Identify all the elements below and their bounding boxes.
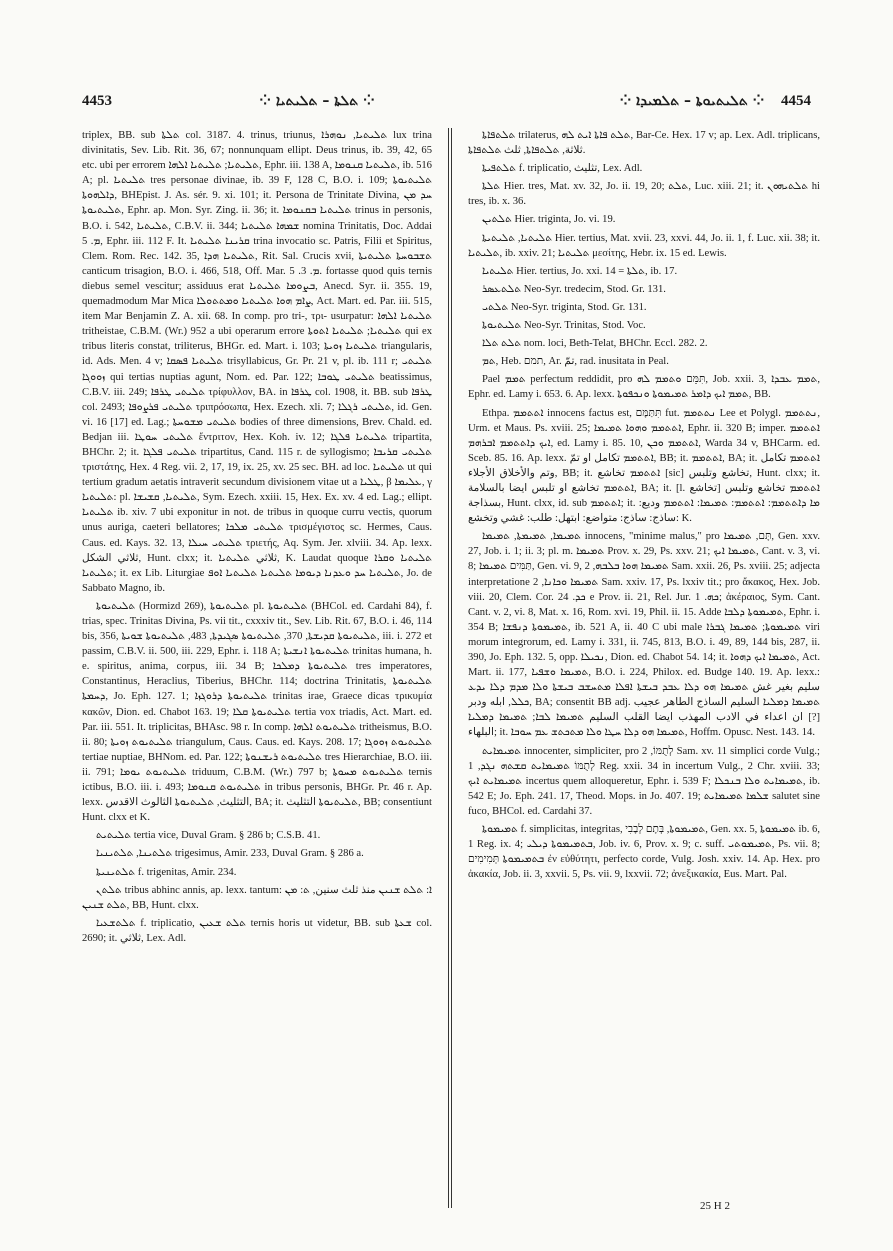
entry-paragraph: Ethpa. ܐܬܬܡܡ innocens factus est, תִּתַּמָּם fut. ܢܬܬܡܡ Lee et Polygl. ܢܬܬܡܡ, Urm. et Maus. Ps. xviii. 25; ܐܬܬܡܡ ܘܗܘܐ ܬܡܝܡܐ, Ephr. ii. 320 B; imper. ܐܬܬܡܡ ܐܝܟ ܕܐܬܬܡܡ ܐܒܪܗܡ, ed. Lamy i. 85. 10, ܐܬܬܡܡ ܘܟܢ, Warda 34 v, BHCarm. ed. Sceb. 85. 16. Ap. lexx. ܐܬܬܡܡ تكامل او تمّ, BB; it. ܐܬܬܡܡ, BA; it. ܐܬܬܡܡ تكامل وتم والأخلاق الأجلاء, BB; it. ܐܬܬܡܡ تخاشع [sic] تخاشع وتلبس, Hunt. clxx; it. ܐܬܬܡܡ تخاشع او تلبس ايضا بالسلامة, BA; it. [l. تخاشع] ܐܬܬܡܡ تخاشع وتلبس بسذاجة, Hunt. clxx, id. sub ܐܬܬܡܡ; it. ܡܐ ܕܐܬܬܡܡ: ܐܬܬܡܡ: ܬܡܝܡܐ: ܐܬܬܡܡ وديع: ساذج: ساذج: متواضع: ابتهل: طلب: غشي وتخشع: K. <box>468 407 820 525</box>
entry-paragraph: ܬܠܝܬܝܬ tertia vice, Duval Gram. § 286 b; C.S.B. 41. <box>96 830 321 842</box>
entry-paragraph: ܬܡܝܡܐܝܬ innocenter, simpliciter, pro לְתֻמּוֹ, 2 Sam. xv. 11 simplici corde Vulg.; לְתֻמּוֹ ܬܡܝܡܐܝܬ ܩܫܬܗ ܢܓܕ, 1 Reg. xxii. 34 in incertum Vulg., 2 Chr. xviii. 33; ܬܡܝܡܐܝܬ ܐܝܟ incertus quem alloqueretur, Ephr. i. 539 F; ܬܡܝܡܐܝܬ ܘܠܐ ܒܢܟܠܐ, ib. 542 E; Jo. Eph. 241. 17, Theod. Mops. in Jo. 407. 19; ܫܠܡܐ ܬܡܝܡܐܝܬ salutet sine fuco, BHCol. ed. Cardahi 37. <box>468 745 820 817</box>
entry-paragraph: ܬܠܬܝܢ Hier. triginta, Jo. vi. 19. <box>482 214 616 226</box>
left-running-head: ⁘ ܬܠܬܐ – ܬܠܝܬܝܐ ⁘ <box>259 93 375 109</box>
column-rule <box>451 128 452 1208</box>
entry-paragraph: ܬܠܝܬܝܘܬܐ (Hormizd 269), ܬܠܝܬܝܘܬܐ pl. ܬܠܝܬܝܘܬܐ (BHCol. ed. Cardahi 84), f. trias, spec. Trinitas Divina, Ps. vii tit., cxxxiv tit., Sev. Lib. Rit. 67, B.O. i. 46, 114 bis, 356, ܬܠܝܬܝܘܬܐ ܩܕܝܫܬܐ, 370, ܬܠܝܬܝܘܬܐ ܣܓܝܕܬܐ, 483, ܬܠܝܬܝܘܬܐ ܫܘܝܬܐ, iii. i. 272 et passim, C.B.V. ii. 500, iii. 229, Ephr. i. 118 A; ܬܠܝܬܝܘܬܐ ܐܢܫܝܬܐ trinitas humana, h. e. spiritus, anima, corpus, iii. 34 B; ܬܠܝܬܝܘܬܐ ܕܡܠܟܐ tres imperatores, Constantinus, Heraclius, Tiberius, BHChr. 114; doctrina Trinitatis, ܬܠܝܬܝܘܬܐ ܕܚܡܬܐ, Jo. Eph. 127. 1; ܬܠܝܬܝܘܬܐ ܕܪܘܓܙܐ trinitas irae, Graece dicas τρικυμία κακῶν, Dion. ed. Chabot 163. 19; ܬܠܝܬܝܘܬܐ ܩܠܐ tertia vox triadis, Act. Mart. ed. Par. iii. 551. It. triplicitas, BHAsc. 98 r. In comp. ܬܠܝܬܝܘܬ ܐܠܗܐ tritheismus, B.O. ii. 80; ܬܠܝܬܝܘܬ ܙܘܝܬܐ triangulum, Caus. Caus. ed. Kays. 208. 17; ܬܠܝܬܝܘܬ ܙܘܘܓܐ tertiae nuptiae, BHNom. ed. Par. 122; ܬܠܝܬܝܘܬ ܪܝܫܢܘܬܐ tres Hierarchiae, B.O. iii. ii. 791; ܬܠܝܬܝܘܬ ܝܘܡܐ triduum, C.B.M. (Wr.) 797 b; ܬܠܝܬܝܘܬ ܡܚܘܬܐ ternis ictibus, B.O. iii. i. 493; ܬܠܝܬܝܘܬ ܩܢܘܡܐ in tribus personis, BHGr. Pr. 46 r. Ap. lexx. التثليث, ܬܠܝܬܝܘܬܐ الثالوث الاقدس, BA; it. ܬܠܝܬܝܘܬܐ التثليث, BB; consentiunt Hunt. clxx et K. <box>82 600 432 824</box>
column-rule <box>448 128 449 1208</box>
entry-paragraph: ܬܡܝܡܐ, ܬܡܝܡܬܐ, ܬܡܝܡܐ innocens, "minime malus," pro תָּם, ܬܡܝܡܐ, Gen. xxv. 27, Job. i. 1; ii. 3; pl. m. ܬܡܝܡܐ Prov. x. 29, Ps. xxv. 21; ܬܡܝܡܐ ܐܝܟ, Cant. v. 3, vi. 8; תַּמִּים ܬܡܝܡܐ, Gen. vi. 9, ܬܡܝܡܐ ܗܘܐ ܒܠܒܗ, 2 Sam. xxii. 26, Ps. xviii. 25; adjecta interpretatione ܬܡܝܡܐ ܘܟܐܢܐ, 2 Sam. xxiv. 17, Ps. lxxiv tit.; pro ἄκακος, Hex. Job. viii. 20, Clem. Cor. ܟܕ. 24 e Prov. ii. 21, Rel. Jur. ܟܗ. 1; ἀκέραιος, Sym. Cant. Cant. v. 2, vi. 8, Mat. x. 16, Rom. xvi. 19, Phil. ii. 15. Adde ܬܡܝܡܘܬܐ ܕܠܒܐ, Ephr. i. 354 B; ܬܡܝܡܘܬܐ ܕܢܦܫܐ, ib. 521 A, ii. 40 C ubi male ܬܡܝܡܘܬܐ; ܬܡܝܡܐ ܓܒܪܐ viri morum integrorum, ed. Lamy i. 331, ii. 745, 813, B.O. i. 49, 89, 144 bis, 287, ii. 390, Jo. Eph. 132. 5, opp. ܢܟܝܠܐ, Dion. ed. Chabot 54. 14; it. ܬܡܝܡܐ ܐܝܟ ܕܗܘܐ, Act. Mart. ii. 177, ܬܡܝܡܐ ܘܫܦܝܐ, B.O. i. 224, Philox. ed. Budge 140. 19. Ap. lexx.: سليم بغير غش ܬܡܝܡܐ ܗܘ ܕܠܐ ܥܒܕ ܒܝܫܬܐ ܐܦܠܐ ܡܬܚܫܒ ܒܝܫܬܐ ܘܠܐ ܡܕܡ ܕܠܐ ܝܕܥ ܟܠܠ, ابله ودبر, BA; consentit BB adj. ܬܡܝܡܐ ܕܡܠܝܐ السليم الساذج الطاهر عجيب [?] ان اعداء في الادب المهذب ايضا القلب السليم ܬܡܝܡܐ ܠܒܐ; ܬܡܝܡܐ ܕܡܠܝܐ البلهاء; it. ܬܡܝܡܐ ܗܘ ܕܠܐ ܚܛܐ ܘܠܐ ܡܬܟܬܫ ܥܡ ܚܘܒܐ, Hoffm. Opusc. Nest. 143. 14. <box>468 531 820 739</box>
entry-paragraph: ܬܠܬܫܥܝܐ f. triplicatio, ܬܠܬ ܫܥܝܢ ternis horis ut videtur, BB. sub ܫܥܬܐ col. 2690; it. ثلاثي, Lex. Adl. <box>82 917 432 944</box>
entry-paragraph: ܬܠܝܬܝܐ, ܬܠܝܬܝܬܐ Hier. tertius, Mat. xvii. 23, xxvi. 44, Jo. ii. 1, f. Luc. xii. 38; it. ܬܠܝܬܝܐ, ib. xxiv. 21; ܬܠܝܬܝܐ μεσίτης, Hebr. ix. 15 ed. Lewis. <box>468 232 820 259</box>
right-page-number: 4454 <box>781 92 811 109</box>
right-column <box>468 128 820 1208</box>
entry-paragraph: ܬܠܬܝܢܐ, ܬܠܬܝܢܝܐ trigesimus, Amir. 233, Duval Gram. § 286 a. <box>96 848 364 860</box>
entry-paragraph: ܬܡ, Heb. תמם, Ar. تمّ, rad. inusitata in Peal. <box>482 356 669 368</box>
entry-paragraph: ܬܠܬܝ Neo-Syr. triginta, Stod. Gr. 131. <box>482 301 647 313</box>
entry-paragraph: ܬܠܬܦܐܬܐ trilaterus, ܬܠܬ ܦܐܬܐ ܐܝܬ ܠܗ, Bar-Ce. Hex. 17 v; ap. Lex. Adl. triplicans, ثلاثة, ܬܠܬܦܐܬܐ, ثلث ܬܠܬܦܐܬܐ. <box>468 130 820 157</box>
left-page-number: 4453 <box>82 92 112 109</box>
left-column <box>82 128 432 1208</box>
entry-paragraph: Pael ܬܡܡ perfectum reddidit, pro תִּמֵּם ܘܬܡܡ ܠܗ, Job. xxii. 3, ܬܡܡ ܥܒܕܐ, Ephr. ed. Lamy i. 653. 6. Ap. lexx. ܬܡܡ ܐܝܟ ܕܐܡܪ ܬܡܝܡܘܬܐ ܘܢܟܦܘܬܐ, BB. <box>468 374 820 401</box>
page-header <box>82 88 811 114</box>
entry-paragraph: ܬܠܝܬܝܐ Hier. tertius, Jo. xxi. 14 = ܬܠܬܐ, ib. 17. <box>482 265 678 277</box>
entry-paragraph: ܬܠܬܝܢܝܬܐ f. trigenitas, Amir. 234. <box>96 866 237 878</box>
right-running-head: ⁘ ܬܠܝܬܝܘܬܐ – ܬܠܡܝܕܐ ⁘ <box>619 93 765 109</box>
entry-paragraph: ܬܠܬ ܬܠܐ nom. loci, Beth-Telat, BHChr. Eccl. 282. 2. <box>482 338 708 350</box>
entry-paragraph: ܬܠܝܬܝܘܬܐ Neo-Syr. Trinitas, Stod. Voc. <box>482 320 646 332</box>
entry-paragraph: triplex, BB. sub ܬܠܬܐ col. 3187. 4. trinus, triunus, ܬܠܝܬܝܐ, ܢܘܗܪܐ lux trina divinitatis, Sev. Lib. Rit. 36, 67; nonnunquam ellipt. Deus trinus, ib. 39, 42, 65 etc. ubi per errorem ܬܠܝܬܝܐ; ܬܠܝܬܝܐ ܐܠܗܐ, Ephr. iii. 138 A, ܬܠܝܬܝܐ ܩܢܘܡܐ, ib. 516 A; pl. ܬܠܝܬܝܐ tres personae divinae, ib. 39 F, 128 C, B.O. i. 109; ܬܠܝܬܝܘܬܐ ܕܐܠܗܘܬܐ, BHEpist. J. As. sér. 9. xi. 101; it. Persona de Trinitate Divina, ܚܕ ܡܢ ܬܠܝܬܝܘܬܐ, Ephr. ap. Mon. Syr. Zing. ii. 36; it. ܬܠܝܬܝܐ ܒܩܢܘܡܐ trinus in personis, B.O. i. 542, ܬܠܝܬܝܐ, C.B.V. ii. 344; ܫܡܗܐ ܬܠܝܬܝܐ nomina Trinitatis, Doc. Addai ܡ. 5, Ephr. iii. 112 F. It. ܩܪܝܢܐ ܬܠܝܬܝܐ trina invocatio sc. Patris, Filii et Spiritus, Clem. Rom. Rec. 142. 35, ܬܠܝܬܝܐ ܗܕܐ, Rit. Sal. Crucis xvii, ܬܫܒܘܚܬܐ ܬܠܝܬܝܬܐ canticum trisagion, B.O. i. 466, 518, Off. Mar. ܡ. 3. 5. fortasse quod quis ternis diebus semel vescitur; assiduus erat ܒܨܘܡܐ ܬܠܝܬܝܐ, Anecd. Syr. ii. 355. 19, quemadmodum Mar Mica ܨܐܡ ܗܘܐ ܬܠܝܬܝܐ ܘܡܬܬܘܠܐ, Act. Mart. ed. Par. iii. 515, item Mar Benjamin Z. A. xii. 68. In comp. pro tri-, τρι- usurpatur: ܬܠܝܬܝܐ ܐܠܗܐ tritheistae, C.B.M. (Wr.) 952 a ubi operarum errore ܬܠܝܬܝܐ; ܬܠܝܬܝܐ ܐܬܘܬܐ qui ex tribus literis constat, triliterus, BHGr. ed. Mart. i. 103; ܬܠܝܬܝܐ ܙܘܝܬܐ triangularis, id. Ads. Men. 4 v; ܬܠܝܬܝܐ ܦܣܩܐ trisyllabicus, Gr. Pr. 21 v, pl. ib. 111 r; ܬܠܝܬܝ ܙܘܘܓܐ qui tertias nuptias agunt, Nom. ed. Par. 122; ܬܠܝܬܝ ܛܘܒܐ beatissimus, C.B.V. iii. 249; ܬܠܝܬܝ ܛܪܦܐ τρίφυλλον, BA. in ܛܪܦܐ col. 1908, it. BB. sub ܛܪܦܐ col. 2493; ܬܠܝܬܝ ܦܪܨܘܦܐ τριπρόσωπα, Hex. Ezech. xli. 7; ܬܠܝܬܝ ܪܓܠܐ, id. Gen. vi. 16 [17] ed. Lag.; ܬܠܝܬܝ ܡܫܘܚܬܐ bodies of three dimensions, Brev. Chald. ed. Bedjan iii. ܬܠܝܬܝ ܚܘܛܐ ἔντριτον, Hex. Koh. iv. 12; ܬܠܝܬܝܐ ܦܠܓܐ tripartita, BHChr. 2; it. ܬܠܝܬܝ ܦܠܓܐ tripartitus, Cand. 115 r. de syllogismo; ܬܠܝܬܝ ܩܪܝܒܐ τριστάτης, Hex. 4 Reg. vii. 2, 17, 19, ix. 25, xv. 25 sec. BH. ad loc. ܬܠܝܬܝܐ ut qui tertium gradum aetatis intraverit secundum divisionem vitae ut a ܛܠܝܐ, β ܥܠܝܡܐ, γ ܬܠܝܬܝܐ: pl. ܬܠܝܬܝܐ, ܩܫܝܫܐ, Sym. Ezech. xxiii. 15, Hex. Ex. xv. 4 ed. Lag.; ellipt. ܬܠܝܬܝܐ ib. xiv. 7 ubi exponitur in not. de tribus in quoque curru vectis, quorum unus auriga, caeteri bellatores; ܬܠܝܬܝ ܡܠܟܐ τρισμέγιστος sc. Hermes, Caus. Caus. ed. Kays. 32. 13, ܬܠܝܬܝ ܚܝܠܐ τριετής, Aq. Sym. Jer. xlviii. 34. Ap. lexx. ثلاثي الشكل, Hunt. clxx; it. ثلاثي ܬܠܝܬܝܐ, K. Laudat quoque ܬܠܝܬܝܐ ܘܩܪܐ ܬܠܝܬܝܐ; it. ex Lib. Liturgiae ܬܠܝܬܝܐ ܚܕ ܘܥܕܢܐ ܕܝܘܡܐ ܬܠܝܬܝܐ ܬܠܝܬܝܐ ܐܘܦ, Jo. de Sabbato Magno, ib. <box>82 130 432 594</box>
entry-paragraph: ܬܠܬܢ tribus abhinc annis, ap. lexx. tantum: ܐ: ܬܠܬ ܫܢܝܢ منذ ثلث سنين, ܬ: ܡܢ ܬܠܬ ܫܢܝܢ, BB, Hunt. clxx. <box>82 884 432 911</box>
entry-paragraph: ܬܡܝܡܘܬܐ f. simplicitas, integritas, ܬܡܝܡܘܬܐ, בְּתָם לְבָבִי, Gen. xx. 5, ܬܡܝܡܘܬܐ ib. 6, 1 Reg. ix. 4; ܒܬܡܝܡܘܬܐ ܕܝܠܝ, Job. iv. 6, Prov. x. 9; c. suff. ܬܡܝܡܘܬܝ, Ps. vii. 8; ܒܬܡܝܡܘܬܐ תְּמִימִים ἐν εὐθύτητι, perfecto corde, Vulg. Josh. xxiv. 14. Ap. Hex. pro ἀκακία, Job. ii. 3, xxvii. 5, Ps. vii. 9, lxxvii. 72; ἀνεξικακία, Eus. Mart. Pal. <box>468 824 820 881</box>
signature-mark: 25 H 2 <box>700 1200 730 1212</box>
entry-paragraph: ܬܠܬܦܝܬܐ f. triplicatio, تثليث, Lex. Adl. <box>482 163 643 175</box>
entry-paragraph: ܬܠܬܐ Hier. tres, Mat. xv. 32, Jo. ii. 19, 20; ܬܠܬ, Luc. xiii. 21; it. ܬܠܬܝܗܘܢ hi tres, ib. x. 36. <box>468 181 820 208</box>
entry-paragraph: ܬܠܬܥܣܪ Neo-Syr. tredecim, Stod. Gr. 131. <box>482 283 666 295</box>
